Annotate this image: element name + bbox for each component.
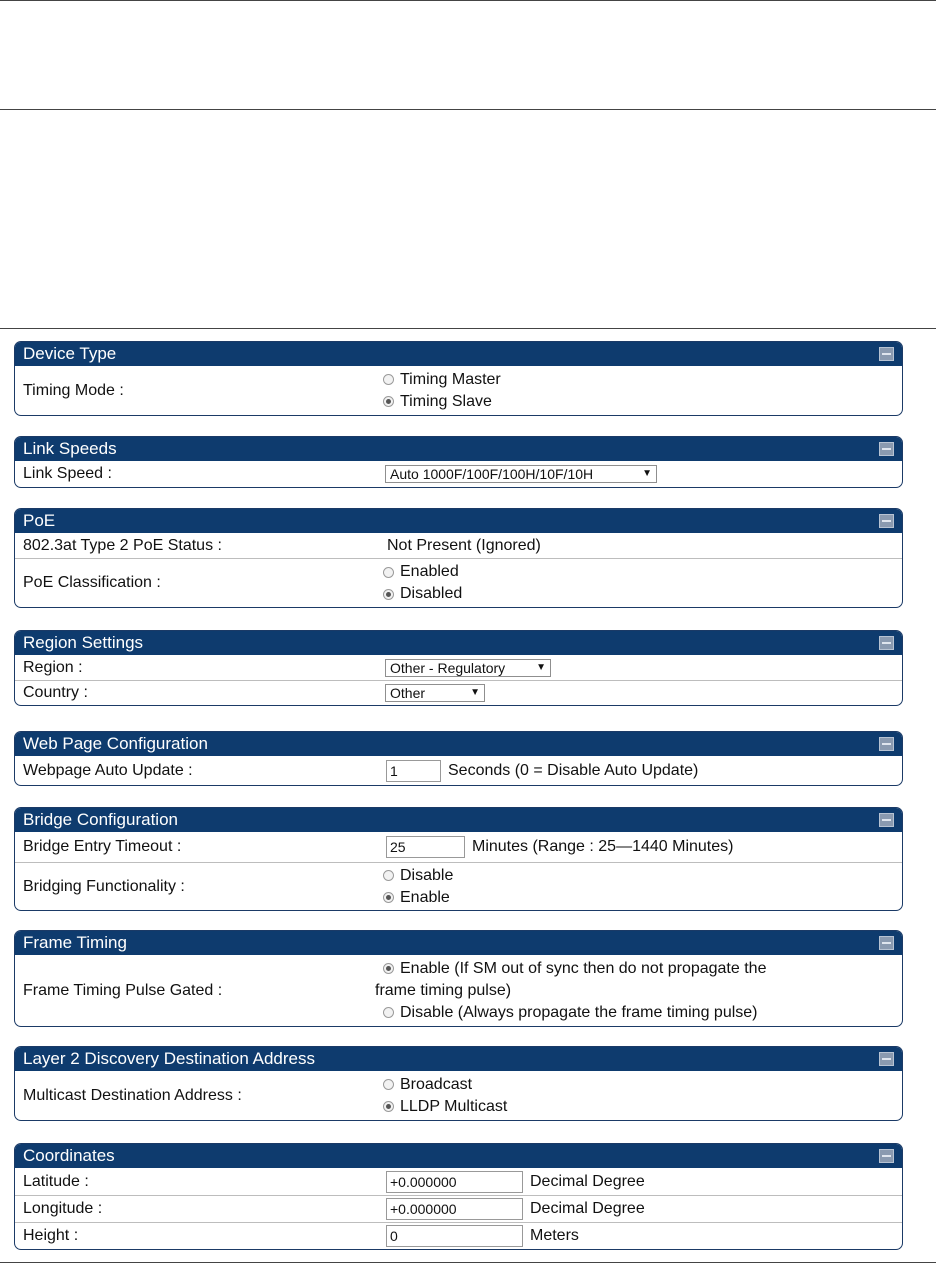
radio-checked-icon[interactable] (383, 1101, 394, 1112)
select-value: Other - Regulatory (390, 659, 506, 676)
latitude-input[interactable]: +0.000000 (386, 1171, 523, 1193)
region-select[interactable] (385, 659, 551, 677)
broadcast-label: Broadcast (400, 1075, 473, 1093)
radio-checked-icon[interactable] (383, 396, 394, 407)
radio-checked-icon[interactable] (383, 892, 394, 903)
chevron-down-icon: ▼ (470, 687, 480, 698)
collapse-icon[interactable] (879, 936, 894, 950)
collapse-icon[interactable] (879, 737, 894, 751)
collapse-icon[interactable] (879, 442, 894, 456)
multicast-destination-label: Multicast Destination Address : (23, 1086, 242, 1104)
panel-title: Coordinates (23, 1146, 115, 1165)
bridging-functionality-label: Bridging Functionality : (23, 877, 185, 895)
height-row (15, 1222, 902, 1249)
top-rule (0, 0, 936, 1)
bridging-enable-option[interactable] (373, 887, 450, 909)
link-speed-select[interactable] (385, 465, 657, 483)
panel-title: Frame Timing (23, 933, 127, 952)
collapse-icon[interactable] (879, 813, 894, 827)
panel-header (15, 1047, 902, 1071)
panel-frame-timing (14, 930, 903, 1027)
bridge-entry-timeout-unit: Minutes (Range : 25—1440 Minutes) (472, 838, 734, 855)
height-unit: Meters (530, 1227, 579, 1244)
radio-checked-icon[interactable] (383, 963, 394, 974)
header-rule (0, 109, 936, 110)
panel-title: Link Speeds (23, 439, 117, 458)
radio-icon[interactable] (383, 567, 394, 578)
panel-title: Device Type (23, 344, 117, 363)
poe-status-row (15, 533, 902, 558)
timing-master-option[interactable] (373, 369, 501, 391)
poe-disabled-option[interactable] (373, 583, 462, 605)
timing-slave-option[interactable] (373, 391, 492, 413)
longitude-label: Longitude : (23, 1200, 103, 1217)
broadcast-option[interactable] (373, 1074, 472, 1096)
poe-enabled-label: Enabled (400, 563, 459, 580)
collapse-icon[interactable] (879, 1149, 894, 1163)
frame-timing-pulse-label: Frame Timing Pulse Gated : (23, 981, 223, 999)
collapse-icon[interactable] (879, 514, 894, 528)
radio-icon[interactable] (383, 1007, 394, 1018)
lldp-multicast-label: LLDP Multicast (400, 1097, 508, 1115)
panel-header (15, 1144, 902, 1168)
panel-title: PoE (23, 511, 56, 530)
panel-title: Web Page Configuration (23, 734, 208, 753)
country-select[interactable] (385, 684, 485, 702)
radio-icon[interactable] (383, 1079, 394, 1090)
height-input[interactable]: 0 (386, 1225, 523, 1247)
region-row (15, 655, 902, 680)
poe-disabled-label: Disabled (400, 585, 463, 602)
select-value: Other (390, 685, 426, 701)
auto-update-row (15, 756, 902, 785)
panel-coordinates (14, 1143, 903, 1250)
select-value: Auto 1000F/100F/100H/10F/10H (390, 466, 594, 482)
longitude-input[interactable]: +0.000000 (386, 1198, 523, 1220)
auto-update-unit: Seconds (0 = Disable Auto Update) (448, 761, 699, 779)
frame-timing-disable-label: Disable (Always propagate the frame timing pulse) (400, 1003, 758, 1021)
timing-mode-label: Timing Mode : (23, 381, 124, 399)
frame-timing-enable-continued: frame timing pulse) (375, 981, 512, 999)
bridging-enable-label: Enable (400, 888, 450, 906)
longitude-unit: Decimal Degree (530, 1200, 645, 1217)
poe-classification-label: PoE Classification : (23, 574, 161, 591)
panel-web-page-configuration (14, 731, 903, 786)
timing-mode-row (15, 366, 902, 415)
lldp-multicast-option[interactable] (373, 1096, 507, 1118)
poe-classification-row (15, 558, 902, 607)
panel-header (15, 342, 902, 366)
panel-bridge-configuration (14, 807, 903, 911)
frame-timing-enable-label: Enable (If SM out of sync then do not propagate the (400, 959, 767, 977)
panel-header (15, 437, 902, 461)
latitude-unit: Decimal Degree (530, 1172, 645, 1190)
bridge-entry-timeout-input[interactable]: 25 (386, 836, 465, 858)
panel-header (15, 509, 902, 533)
link-speed-row (15, 461, 902, 487)
poe-status-label: 802.3at Type 2 PoE Status : (23, 536, 222, 554)
poe-enabled-option[interactable] (373, 561, 459, 583)
region-label: Region : (23, 658, 83, 676)
section-rule (0, 328, 936, 329)
panel-header (15, 631, 902, 655)
latitude-row (15, 1168, 902, 1195)
collapse-icon[interactable] (879, 636, 894, 650)
auto-update-label: Webpage Auto Update : (23, 761, 193, 779)
panel-title: Bridge Configuration (23, 810, 178, 829)
bridge-entry-timeout-row (15, 832, 902, 862)
panel-link-speeds (14, 436, 903, 488)
chevron-down-icon: ▼ (536, 661, 546, 673)
link-speed-label: Link Speed : (23, 465, 112, 482)
poe-status-value: Not Present (Ignored) (387, 536, 541, 554)
bridging-functionality-row (15, 862, 902, 910)
bridging-disable-label: Disable (400, 866, 454, 884)
panel-title: Region Settings (23, 633, 144, 652)
radio-icon[interactable] (383, 870, 394, 881)
frame-timing-pulse-row (15, 955, 902, 1026)
bridging-disable-option[interactable] (373, 865, 453, 887)
country-row (15, 680, 902, 705)
auto-update-input[interactable]: 1 (386, 760, 441, 782)
timing-slave-label: Timing Slave (400, 392, 492, 410)
height-label: Height : (23, 1227, 79, 1244)
panel-title: Layer 2 Discovery Destination Address (23, 1049, 315, 1068)
collapse-icon[interactable] (879, 347, 894, 361)
radio-checked-icon[interactable] (383, 589, 394, 600)
panel-poe (14, 508, 903, 608)
panel-header (15, 732, 902, 756)
panel-region-settings (14, 630, 903, 706)
panel-header (15, 931, 902, 955)
frame-timing-enable-option[interactable] (373, 958, 766, 980)
bridge-entry-timeout-label: Bridge Entry Timeout : (23, 838, 182, 855)
frame-timing-disable-option[interactable] (373, 1002, 758, 1024)
panel-header (15, 808, 902, 832)
chevron-down-icon: ▼ (642, 468, 652, 479)
panel-device-type (14, 341, 903, 416)
collapse-icon[interactable] (879, 1052, 894, 1066)
multicast-destination-row (15, 1071, 902, 1120)
radio-icon[interactable] (383, 374, 394, 385)
timing-master-label: Timing Master (400, 370, 501, 388)
panel-layer2-discovery (14, 1046, 903, 1121)
latitude-label: Latitude : (23, 1172, 89, 1190)
country-label: Country : (23, 684, 88, 701)
bottom-rule (0, 1262, 936, 1263)
longitude-row (15, 1195, 902, 1222)
